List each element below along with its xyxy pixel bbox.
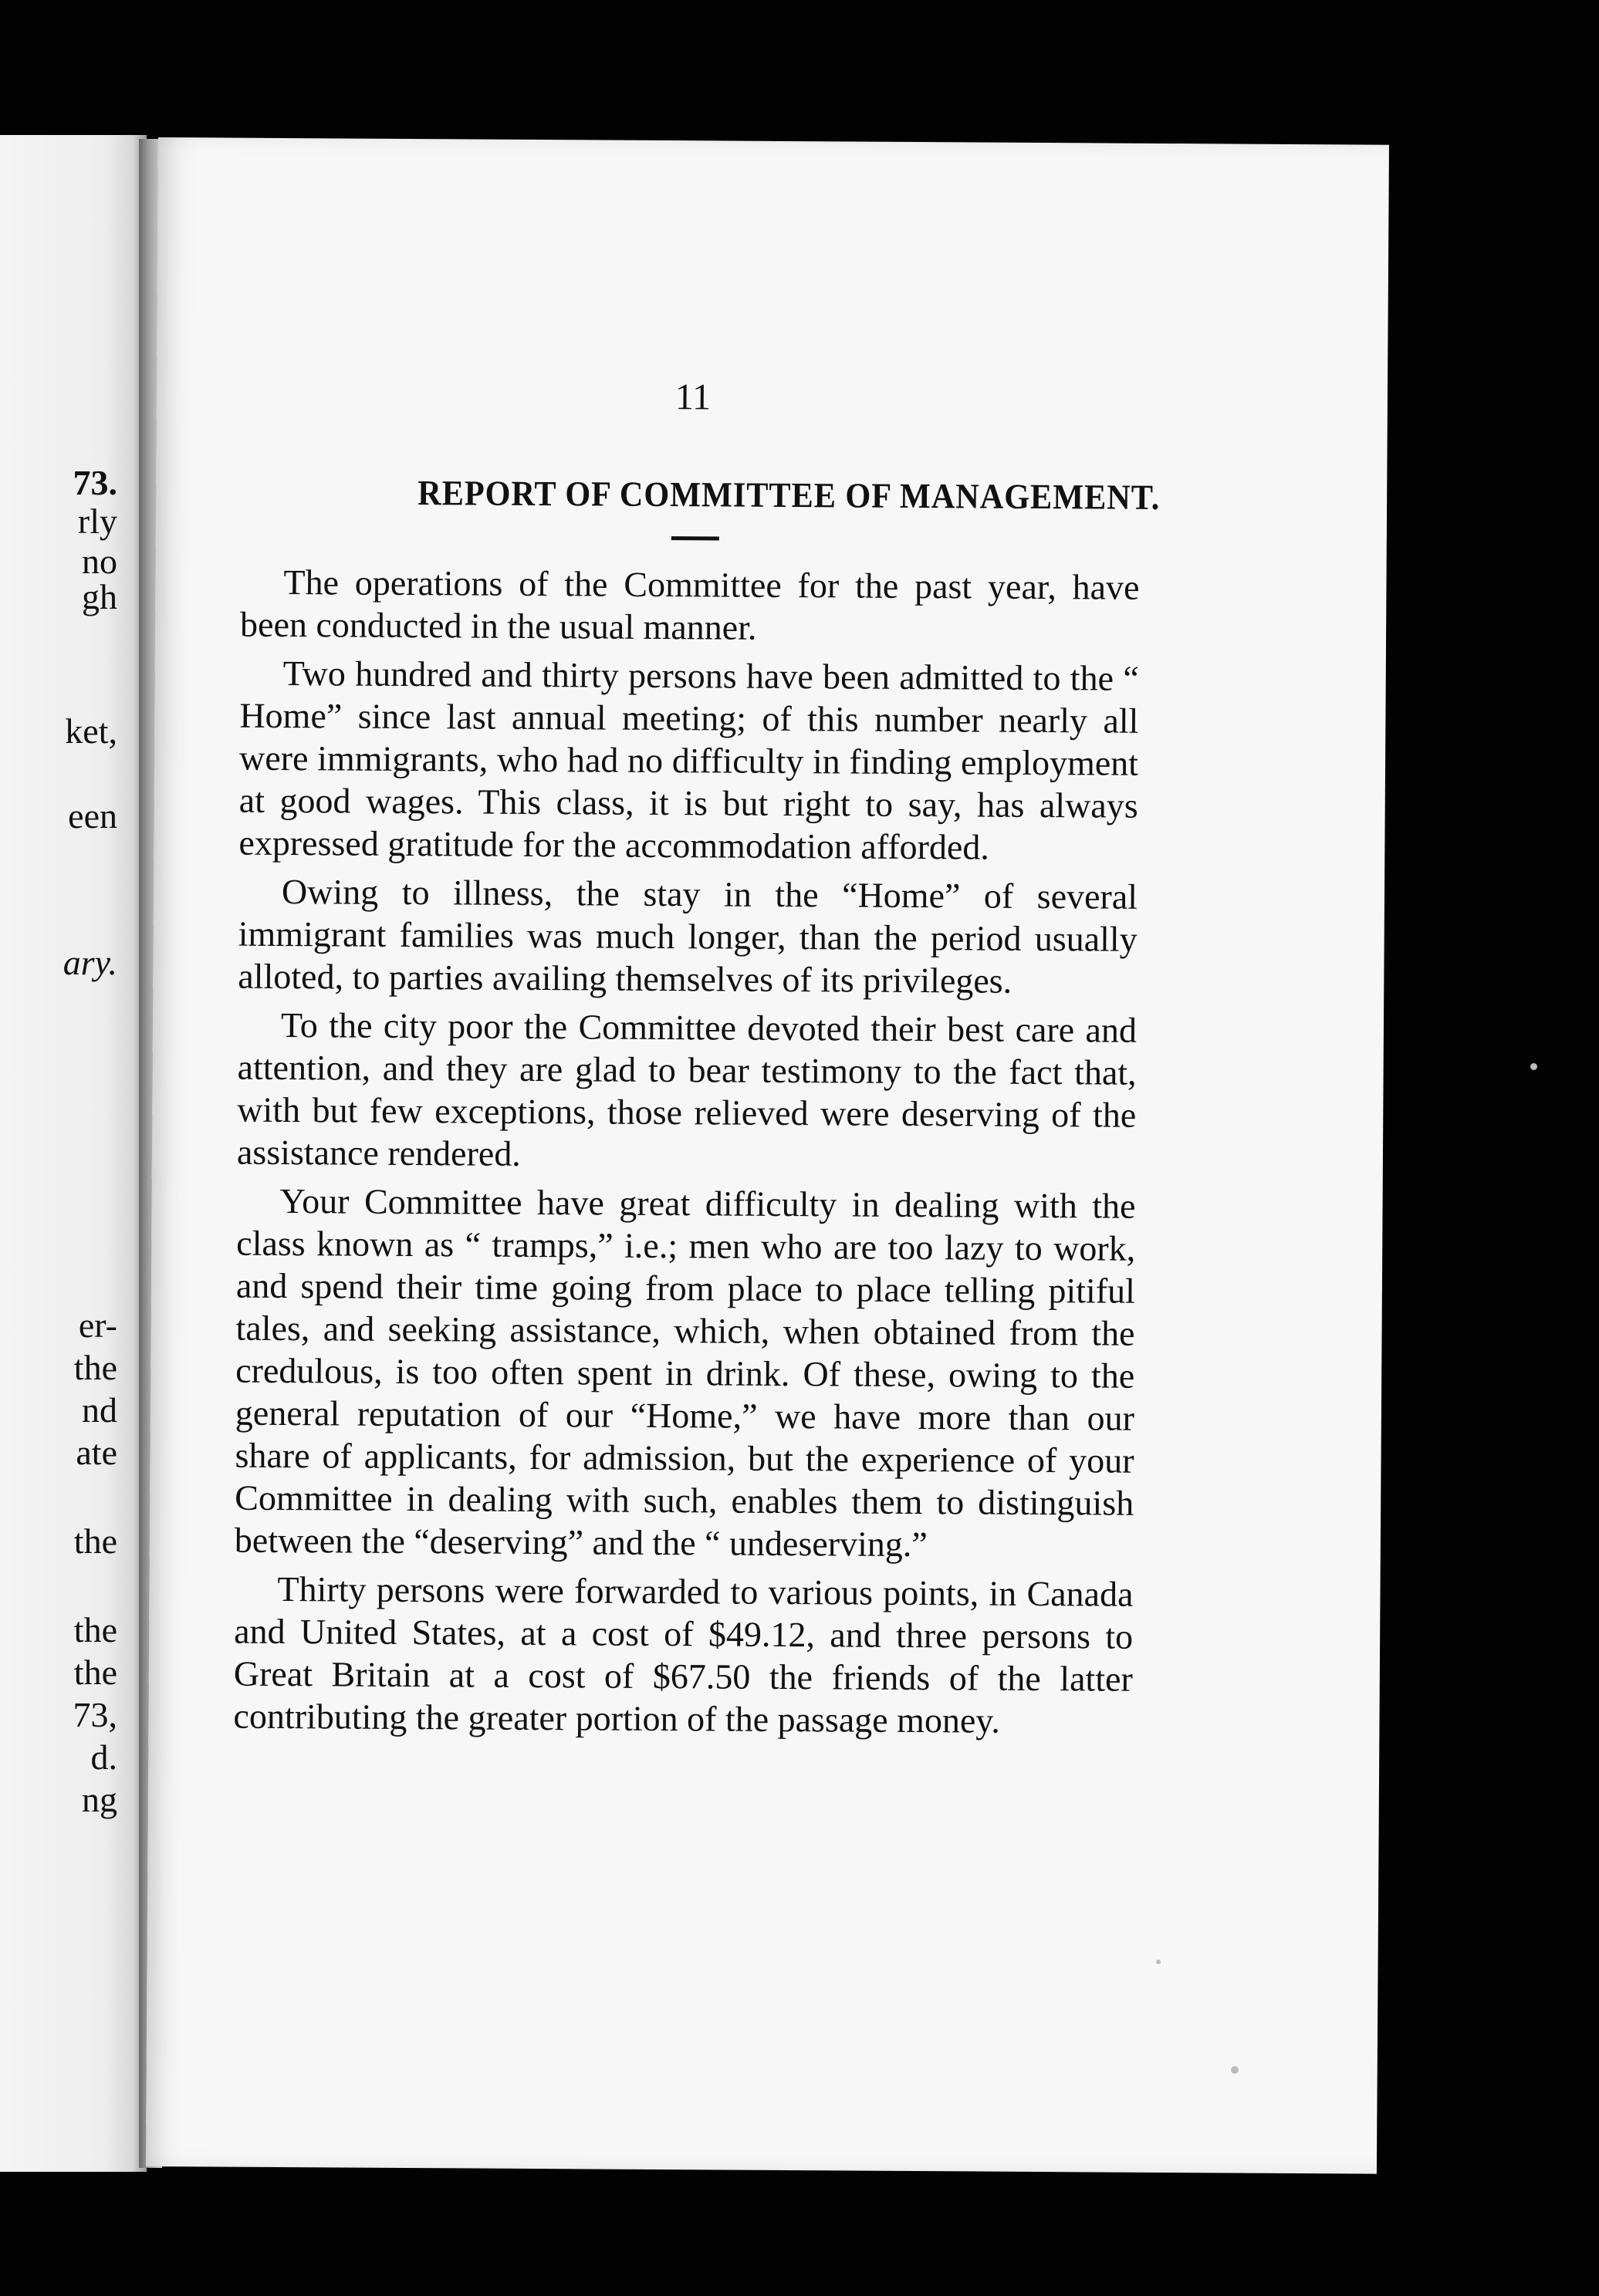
- left-page-line: d.: [90, 1737, 117, 1777]
- left-page-line: ate: [76, 1433, 117, 1472]
- previous-page-fragment: [0, 135, 147, 2172]
- scan-speck: [1231, 2066, 1239, 2074]
- page-number: 11: [674, 376, 712, 418]
- heading-rule: [671, 536, 719, 540]
- left-page-line: ket,: [65, 711, 117, 751]
- left-page-line: gh: [82, 577, 117, 616]
- left-page-line: rly: [77, 501, 117, 541]
- page-heading: REPORT OF COMMITTEE OF MANAGEMENT.: [417, 473, 1161, 517]
- paragraph: The operations of the Committee for the past year, have been conducted in the usual manner.: [239, 562, 1140, 647]
- left-page-line: nd: [82, 1390, 117, 1430]
- left-page-line: ary.: [63, 943, 117, 982]
- scan-speck: [1156, 1960, 1161, 1964]
- left-page-line: er-: [78, 1305, 117, 1345]
- left-page-line: the: [73, 1348, 117, 1387]
- left-page-line: ng: [82, 1780, 117, 1819]
- report-body: [233, 561, 1139, 1749]
- left-page-line: een: [68, 796, 117, 836]
- paragraph: Two hundred and thirty persons have been admitted to the “ Home” since last annual meeting; of this number nearly all were immigrants, who had no difficulty in finding employment at good wages. This class, it is but right to say, has always expressed gratitude for the accommodation afforded.: [238, 653, 1139, 867]
- left-page-line: the: [73, 1653, 117, 1692]
- paragraph: Owing to illness, the stay in the “Home” of several immigrant families was much longer, than the period usually alloted, to parties availing themselves of its privileges.: [238, 871, 1138, 1001]
- left-page-line: 73,: [73, 1695, 117, 1734]
- left-page-line: no: [82, 542, 117, 581]
- left-page-line: the: [73, 1610, 117, 1649]
- current-page: [146, 137, 1389, 2174]
- scan-speck: [1530, 1063, 1537, 1070]
- paragraph: To the city poor the Committee devoted their best care and attention, and they are glad to bear testimony to the fact that, with but few exceptions, those relieved were deserving of the assistance rendered.: [236, 1004, 1138, 1173]
- paragraph: Your Committee have great difficulty in dealing with the class known as “ tramps,” i.e.; men who are too lazy to work, and spend their time going from place to place telling pitiful tales, and seeking assistance, which, when obtained from the credulous, is too often spent in drink. Of these, owing to the general reputation of our “Home,” we have more than our share of applicants, for admission, but the experience of your Committee in dealing with such, enables them to distinguish between the “deserving” and the “ undeserving.”: [234, 1180, 1136, 1565]
- paragraph: Thirty persons were forwarded to various points, in Canada and United States, at a cost of $49.12, and three persons to Great Britain at a cost of $67.50 the friends of the latter contributing the greater portion of the passage money.: [233, 1568, 1134, 1741]
- left-page-line: 73.: [73, 463, 117, 502]
- left-page-line: the: [73, 1521, 117, 1561]
